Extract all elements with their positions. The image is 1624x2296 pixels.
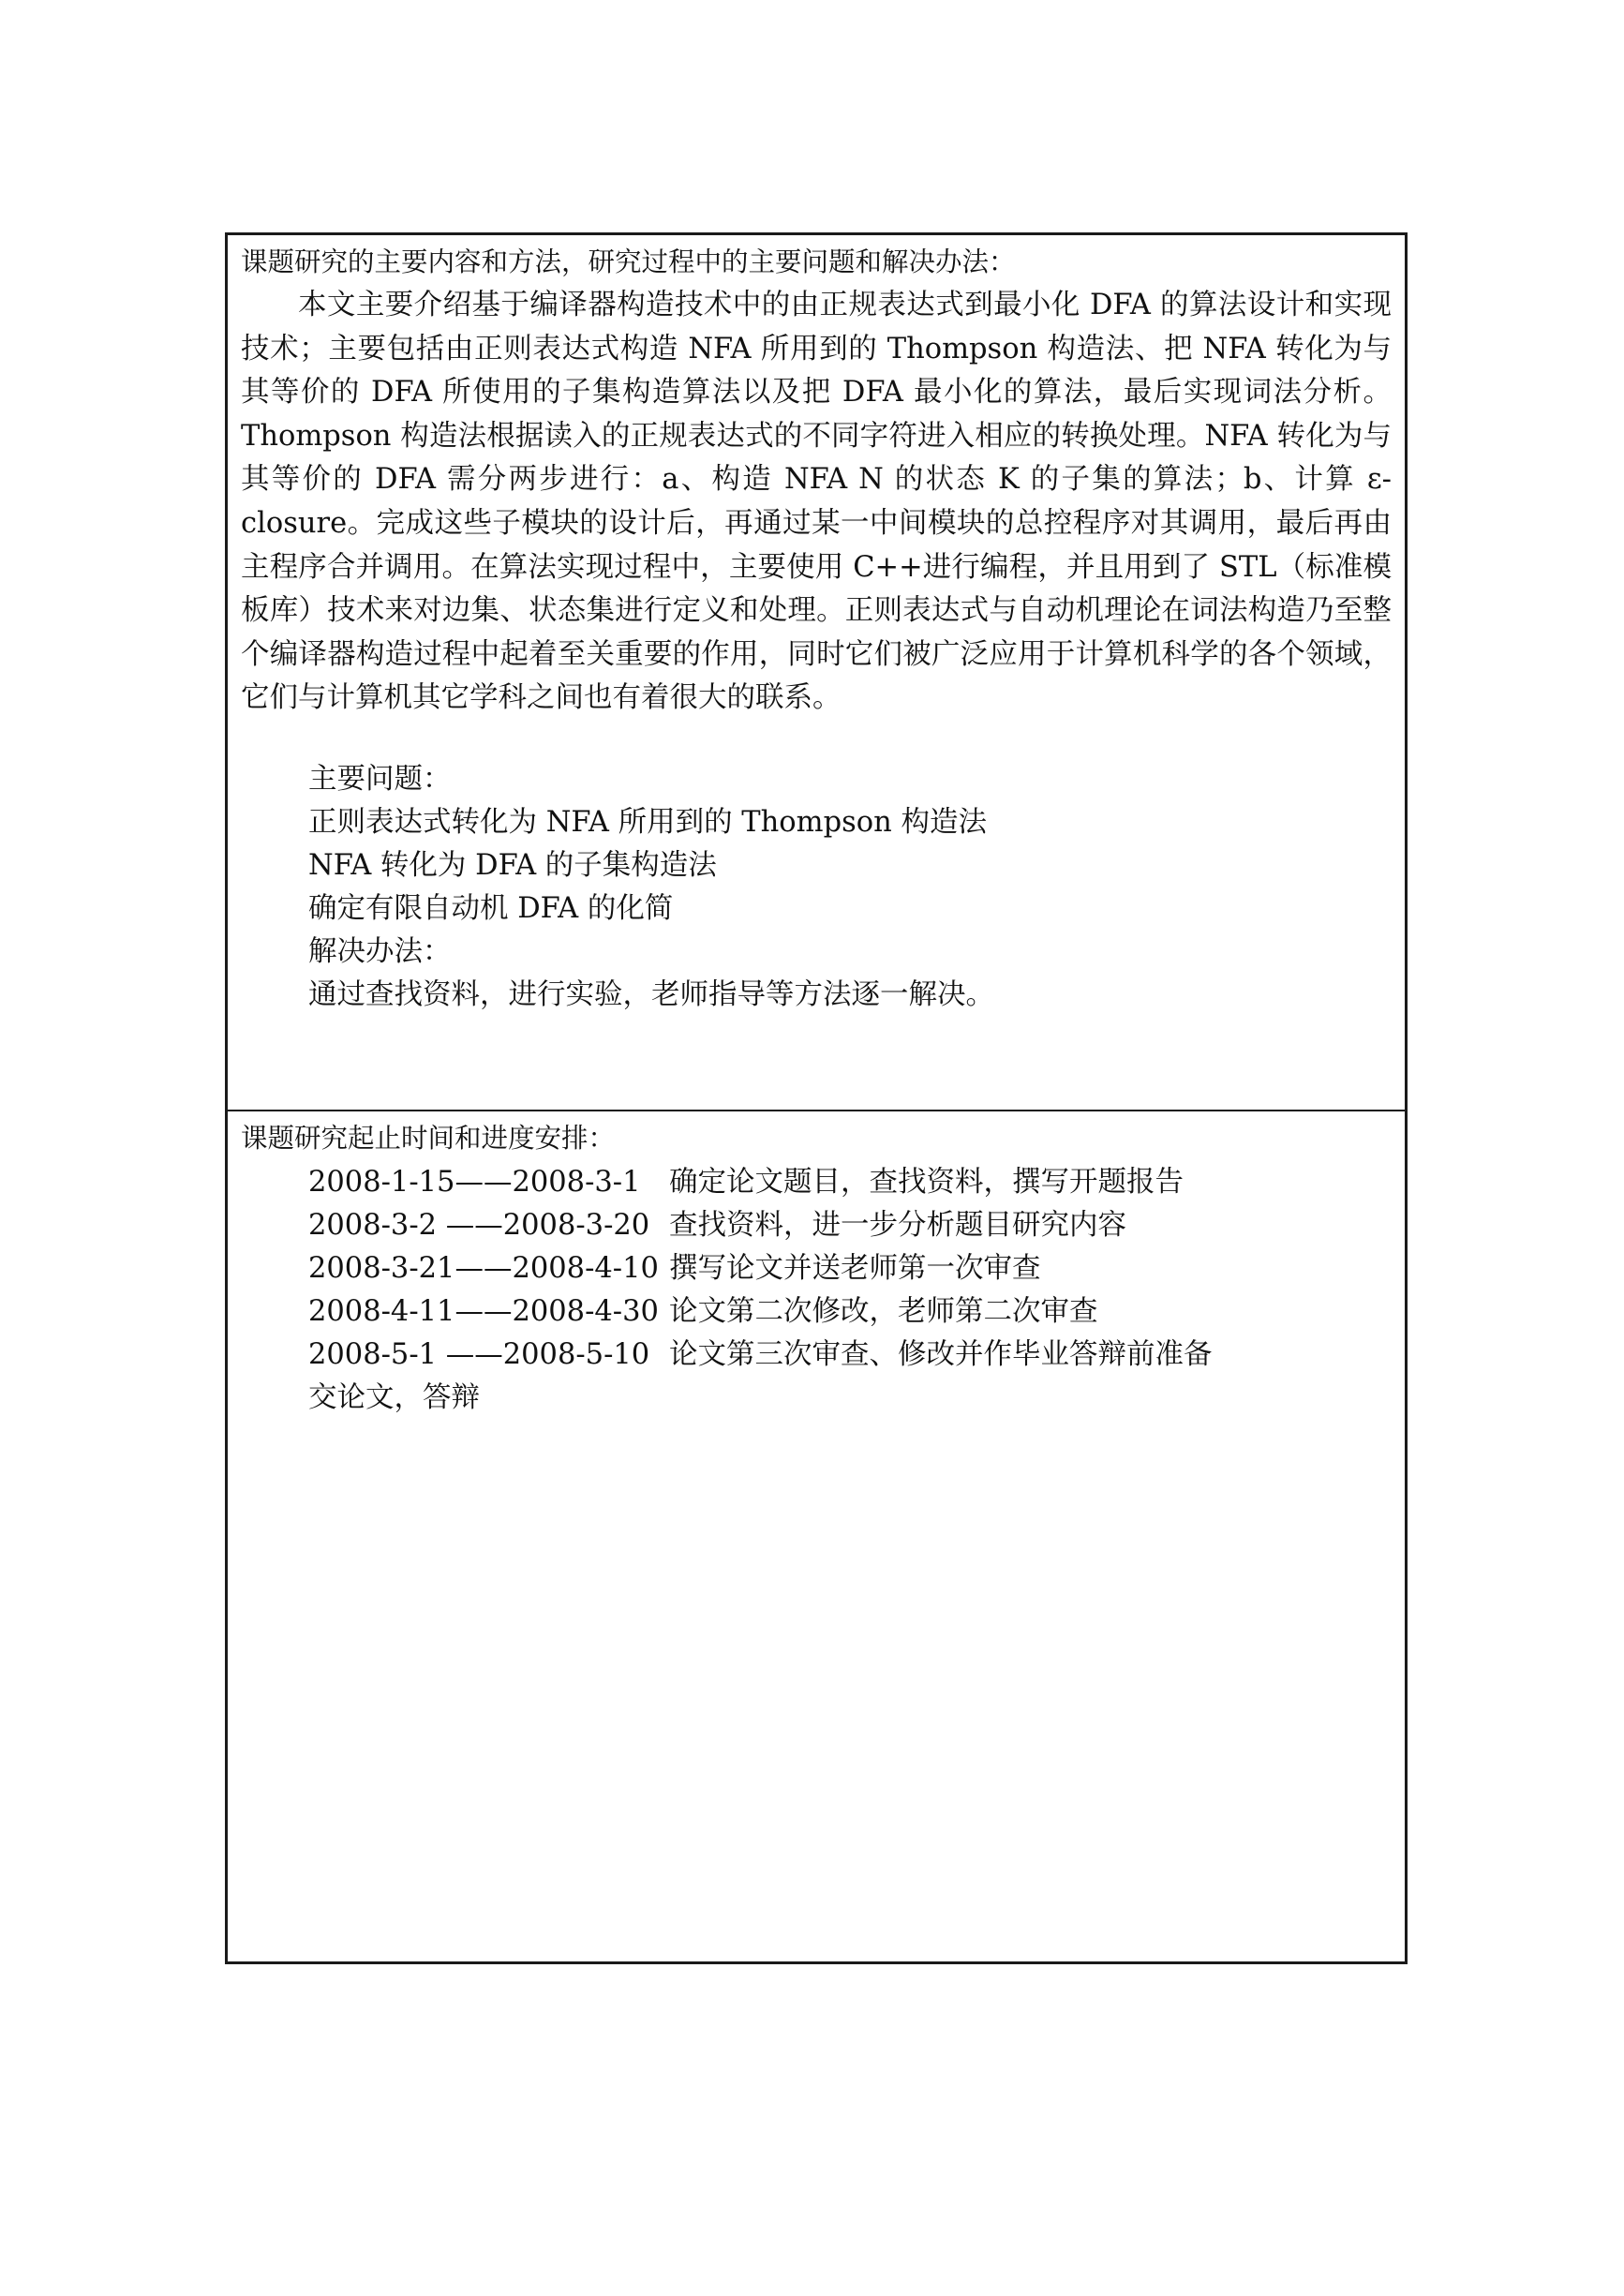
schedule-task: 论文第三次审查、修改并作毕业答辩前准备 [669, 1338, 1213, 1371]
research-content-body: 本文主要介绍基于编译器构造技术中的由正规表达式到最小化 DFA 的算法设计和实现技术；主要包括由正则表达式构造 NFA 所用到的 Thompson 构造法、把 NFA 转化为与其等价的 DFA 所使用的子集构造算法以及把 DFA 最小化的算法，最后实现词法分析。Thompson 构造法根据读入的正规表达式的不同字符进入相应的转换处理。NFA 转化为与其等价的 DFA 需分两步进行：a、构造 NFA N 的状态 K 的子集的算法；b、计算 ε-closure。完成这些子模块的设计后，再通过某一中间模块的总控程序对其调用，最后再由主程序合并调用。在算法实现过程中，主要使用 C++进行编程，并且用到了 STL（标准模板库）技术来对边集、状态集进行定义和处理。正则表达式与自动机理论在词法构造乃至整个编译器构造过程中起着至关重要的作用，同时它们被广泛应用于计算机科学的各个领域，它们与计算机其它学科之间也有着很大的联系。 [241, 289, 1392, 715]
proposal-form-table [225, 232, 1408, 1964]
schedule-heading: 课题研究起止时间和进度安排： [241, 1123, 616, 1154]
research-content-heading: 课题研究的主要内容和方法，研究过程中的主要问题和解决办法： [241, 246, 1016, 277]
research-content-section [228, 235, 1405, 1111]
schedule-task: 撰写论文并送老师第一次审查 [669, 1252, 1041, 1285]
schedule-task: 论文第二次修改，老师第二次审查 [669, 1295, 1098, 1328]
solution-text: 通过查找资料，进行实验，老师指导等方法逐一解决。 [308, 978, 994, 1011]
schedule-dates: 2008-3-2 ——2008-3-20 [308, 1209, 650, 1242]
schedule-section [228, 1111, 1405, 1961]
solution-label: 解决办法： [308, 935, 452, 968]
schedule-task: 确定论文题目，查找资料，撰写开题报告 [669, 1166, 1184, 1199]
problem-item: 确定有限自动机 DFA 的化简 [308, 892, 674, 925]
schedule-dates: 2008-3-21——2008-4-10 [308, 1252, 659, 1285]
schedule-row [308, 1290, 1098, 1334]
schedule-row [308, 1334, 1213, 1377]
main-problems-label: 主要问题： [308, 763, 452, 796]
schedule-dates: 2008-1-15——2008-3-1 [308, 1166, 641, 1199]
problem-item: NFA 转化为 DFA 的子集构造法 [308, 849, 717, 882]
schedule-final-line: 交论文，答辩 [308, 1381, 480, 1414]
schedule-row [308, 1204, 1126, 1247]
schedule-dates: 2008-5-1 ——2008-5-10 [308, 1338, 650, 1371]
problem-item: 正则表达式转化为 NFA 所用到的 Thompson 构造法 [308, 806, 987, 839]
schedule-dates: 2008-4-11——2008-4-30 [308, 1295, 659, 1328]
schedule-task: 查找资料，进一步分析题目研究内容 [669, 1209, 1126, 1242]
schedule-row [308, 1247, 1041, 1290]
schedule-row [308, 1161, 1184, 1204]
